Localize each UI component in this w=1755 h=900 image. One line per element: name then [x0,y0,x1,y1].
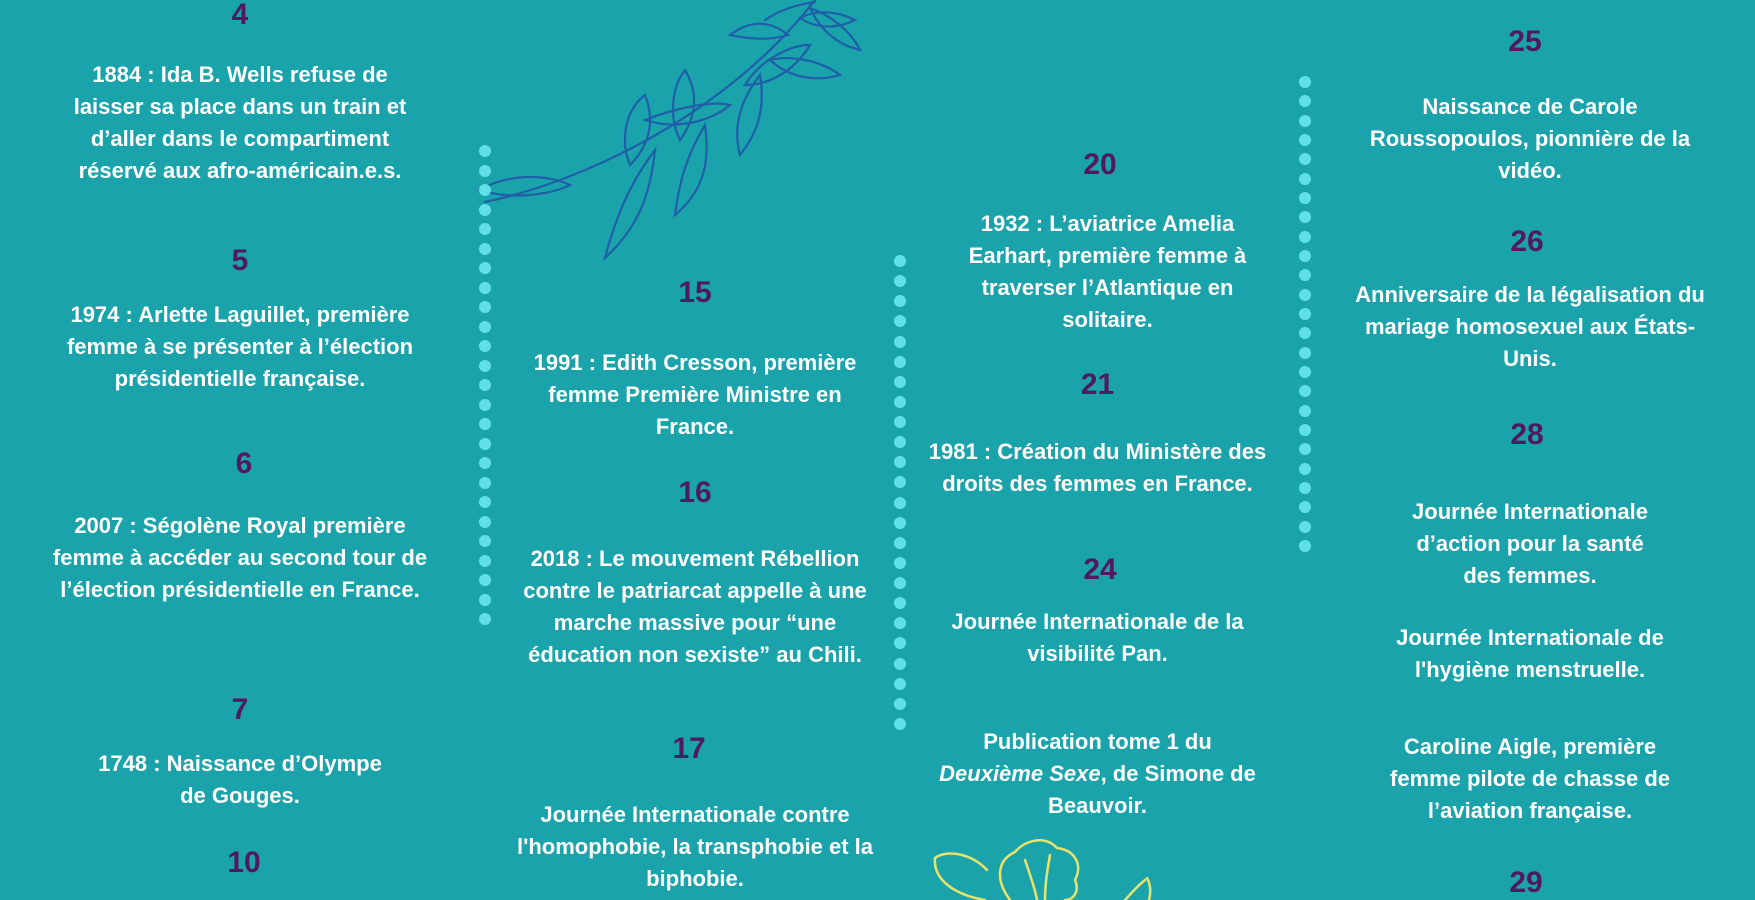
event-text: Journée Internationale d’action pour la santé des femmes. [1412,499,1648,588]
separator-dot [1299,463,1311,475]
separator-dot [1299,347,1311,359]
separator-dot [894,315,906,327]
separator-dot [894,678,906,690]
day-number: 21 [1080,368,1115,401]
separator-dot [1299,366,1311,378]
separator-dot [894,456,906,468]
separator-dot [894,275,906,287]
event-text: 1991 : Edith Cresson, première femme Première Ministre en France. [533,350,857,439]
separator-dot [894,356,906,368]
separator-dot [479,145,491,157]
day-number: 15 [678,276,712,309]
separator-dot [479,535,491,547]
separator-dot [479,379,491,391]
separator-dot [894,637,906,649]
separator-dot [894,497,906,509]
day-number: 6 [235,447,253,480]
separator-dot [1299,211,1311,223]
separator-dot [1299,153,1311,165]
day-number: 5 [231,244,249,277]
separator-dot [479,399,491,411]
separator-dot [1299,327,1311,339]
event-text: 1748 : Naissance d’Olympe de Gouges. [98,751,382,808]
separator-dot [479,243,491,255]
separator-dot [894,376,906,388]
day-number: 16 [678,476,712,509]
separator-dot [479,204,491,216]
separator-dot [1299,250,1311,262]
separator-dot [1299,76,1311,88]
separator-dot [1299,173,1311,185]
separator-dot [894,476,906,488]
dotted-separator-1 [479,145,491,625]
separator-dot [894,698,906,710]
column-1 [40,0,440,900]
separator-dot [1299,134,1311,146]
separator-dot [479,321,491,333]
day-number: 7 [231,693,249,726]
separator-dot [1299,289,1311,301]
separator-dot [479,340,491,352]
day-number: 26 [1510,225,1544,258]
day-number: 4 [231,0,249,31]
separator-dot [479,282,491,294]
separator-dot [479,360,491,372]
separator-dot [1299,231,1311,243]
separator-dot [479,262,491,274]
separator-dot [1299,482,1311,494]
separator-dot [479,438,491,450]
separator-dot [479,516,491,528]
separator-dot [479,555,491,567]
separator-dot [479,457,491,469]
separator-dot [1299,192,1311,204]
separator-dot [894,537,906,549]
separator-dot [1299,95,1311,107]
separator-dot [479,418,491,430]
day-number: 20 [1083,148,1117,181]
event-text: 2007 : Ségolène Royal première femme à accéder au second tour de l’élection présidentielle en France. [52,513,428,602]
event-text: Caroline Aigle, première femme pilote de chasse de l’aviation française. [1390,734,1670,823]
separator-dot [1299,443,1311,455]
event-text: 1932 : L’aviatrice Amelia Earhart, première femme à traverser l’Atlantique en solitaire. [968,211,1247,332]
column-2 [505,0,885,900]
event-text: Anniversaire de la légalisation du mariage homosexuel aux États-Unis. [1355,282,1705,371]
column-4 [1355,0,1705,900]
event-text: 1981 : Création du Ministère des droits des femmes en France. [928,439,1267,496]
day-number: 10 [227,846,261,879]
separator-dot [1299,521,1311,533]
day-number: 17 [672,732,706,765]
separator-dot [479,574,491,586]
separator-dot [1299,385,1311,397]
separator-dot [479,223,491,235]
separator-dot [479,184,491,196]
event-text: Journée Internationale contre l'homophobie, la transphobie et la biphobie. [516,802,874,891]
separator-dot [894,577,906,589]
separator-dot [894,718,906,730]
separator-dot [894,597,906,609]
column-3 [930,0,1285,900]
separator-dot [894,436,906,448]
event-text: 1884 : Ida B. Wells refuse de laisser sa place dans un train et d’aller dans le compartiment réservé aux afro-américain.e.s. [73,62,407,183]
separator-dot [894,255,906,267]
separator-dot [479,496,491,508]
separator-dot [894,336,906,348]
separator-dot [894,295,906,307]
event-text: Publication tome 1 du Deuxième Sexe, de Simone de Beauvoir. [939,729,1256,818]
separator-dot [1299,405,1311,417]
dotted-separator-2 [894,255,906,730]
separator-dot [894,416,906,428]
separator-dot [479,594,491,606]
day-number: 29 [1509,866,1543,899]
separator-dot [894,557,906,569]
day-number: 25 [1508,25,1542,58]
event-text: 2018 : Le mouvement Rébellion contre le patriarcat appelle à une marche massive pour “une éducation non sexiste” au Chili. [523,546,867,667]
separator-dot [1299,269,1311,281]
event-text: Journée Internationale de la visibilité Pan. [951,609,1244,666]
event-text: Naissance de Carole Roussopoulos, pionnière de la vidéo. [1369,94,1691,183]
separator-dot [1299,424,1311,436]
separator-dot [1299,115,1311,127]
separator-dot [479,477,491,489]
separator-dot [894,617,906,629]
separator-dot [1299,540,1311,552]
separator-dot [894,517,906,529]
day-number: 28 [1510,418,1544,451]
separator-dot [1299,308,1311,320]
separator-dot [894,396,906,408]
day-number: 24 [1083,553,1117,586]
event-text: Journée Internationale de l'hygiène menstruelle. [1396,625,1664,682]
separator-dot [479,613,491,625]
separator-dot [479,301,491,313]
dotted-separator-3 [1299,76,1311,552]
separator-dot [1299,501,1311,513]
separator-dot [894,658,906,670]
separator-dot [479,165,491,177]
event-text: 1974 : Arlette Laguillet, première femme à se présenter à l’élection présidentielle française. [66,302,414,391]
